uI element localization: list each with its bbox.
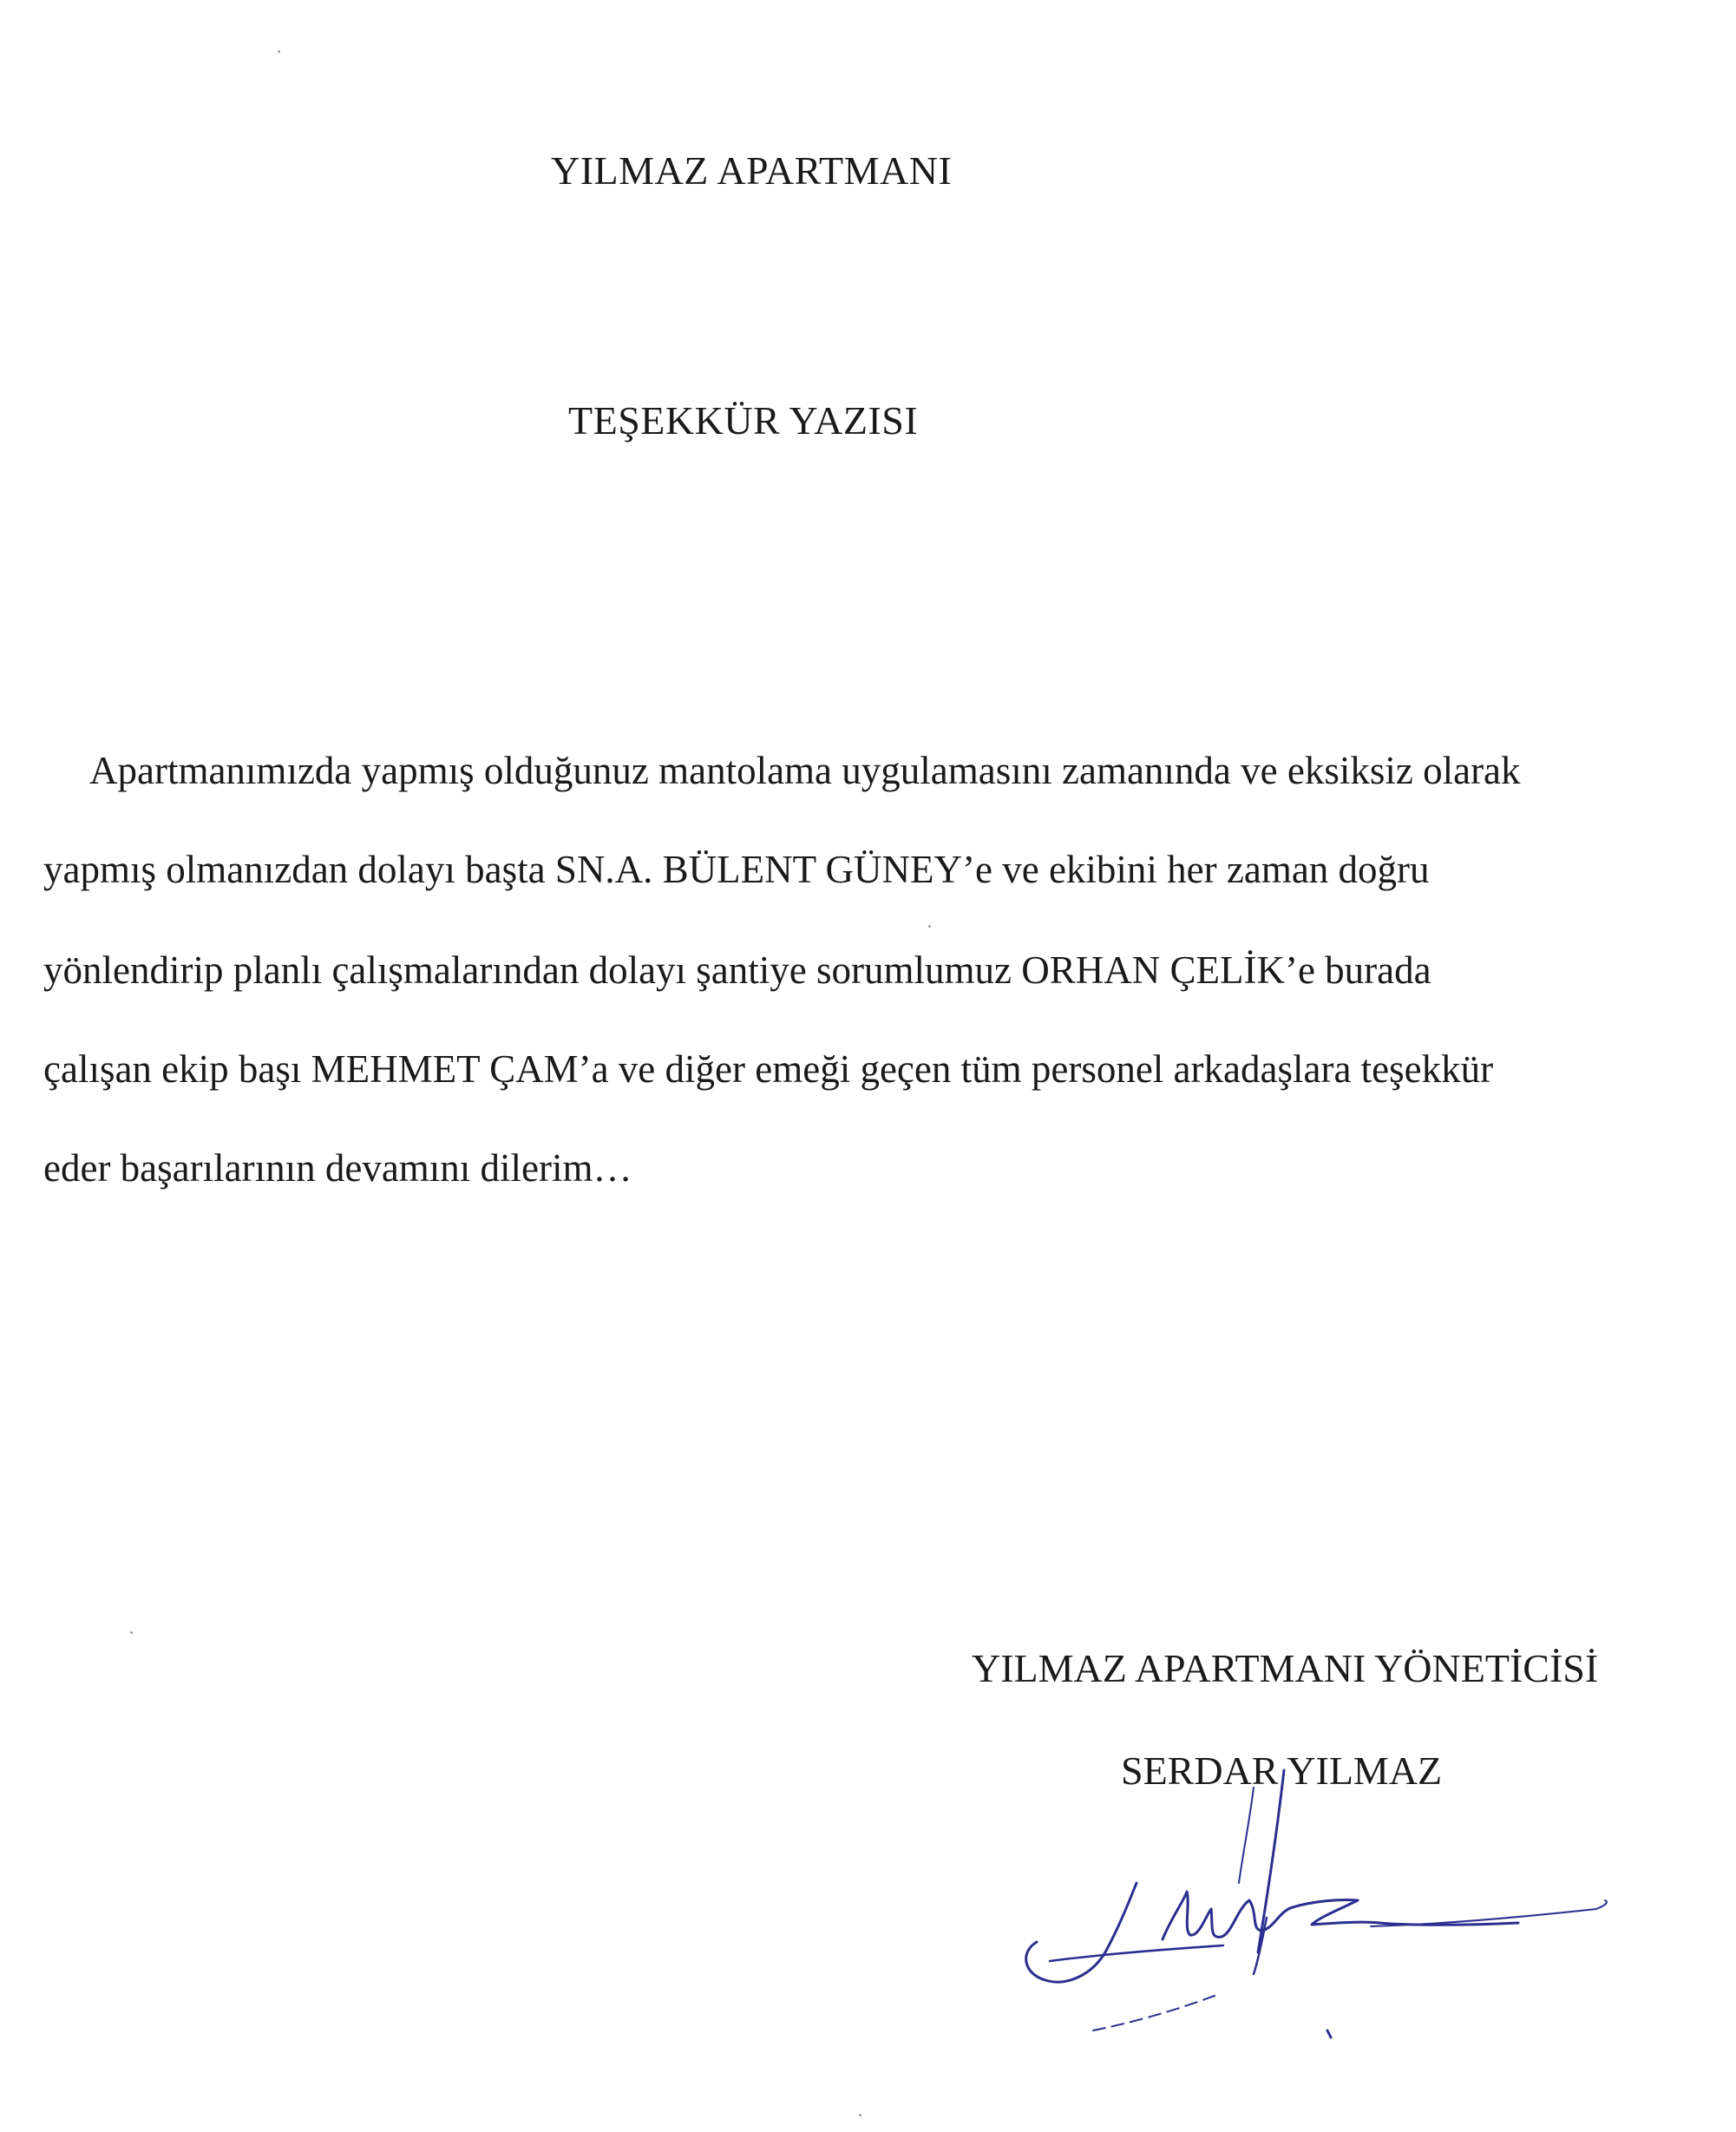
signer-title: YILMAZ APARTMANI YÖNETİCİSİ bbox=[972, 1646, 1599, 1690]
signature-stroke bbox=[1093, 1996, 1215, 2030]
body-line: çalışan ekip başı MEHMET ÇAM’a ve diğer emeği geçen tüm personel arkadaşlara teşekkür bbox=[43, 1047, 1494, 1091]
signer-name: SERDAR YILMAZ bbox=[1121, 1748, 1443, 1793]
organization-heading: YILMAZ APARTMANI bbox=[551, 148, 953, 193]
paper-speck bbox=[859, 2114, 861, 2116]
signature-stroke bbox=[1026, 1883, 1137, 1982]
signature-stroke bbox=[1163, 1892, 1293, 1939]
handwritten-signature bbox=[998, 1748, 1622, 2065]
signature-stroke bbox=[1239, 1788, 1254, 1883]
letter-title: TEŞEKKÜR YAZISI bbox=[568, 398, 919, 443]
signature-stroke bbox=[1327, 2030, 1331, 2037]
paper-speck bbox=[928, 925, 931, 928]
paper-speck bbox=[130, 1631, 133, 1634]
signature-stroke bbox=[1371, 1900, 1607, 1926]
body-line: yönlendirip planlı çalışmalarından dolayı şantiye sorumlumuz ORHAN ÇELİK’e burada bbox=[43, 948, 1431, 992]
body-line: eder başarılarının devamını dilerim… bbox=[43, 1146, 632, 1190]
signature-stroke bbox=[1050, 1945, 1223, 1961]
signature-stroke bbox=[1293, 1899, 1518, 1925]
body-line: Apartmanımızda yapmış olduğunuz mantolama uygulamasını zamanında ve eksiksiz olarak bbox=[89, 749, 1521, 792]
body-line: yapmış olmanızdan dolayı başta SN.A. BÜLENT GÜNEY’e ve ekibini her zaman doğru bbox=[43, 848, 1430, 891]
paper-speck bbox=[278, 50, 280, 53]
